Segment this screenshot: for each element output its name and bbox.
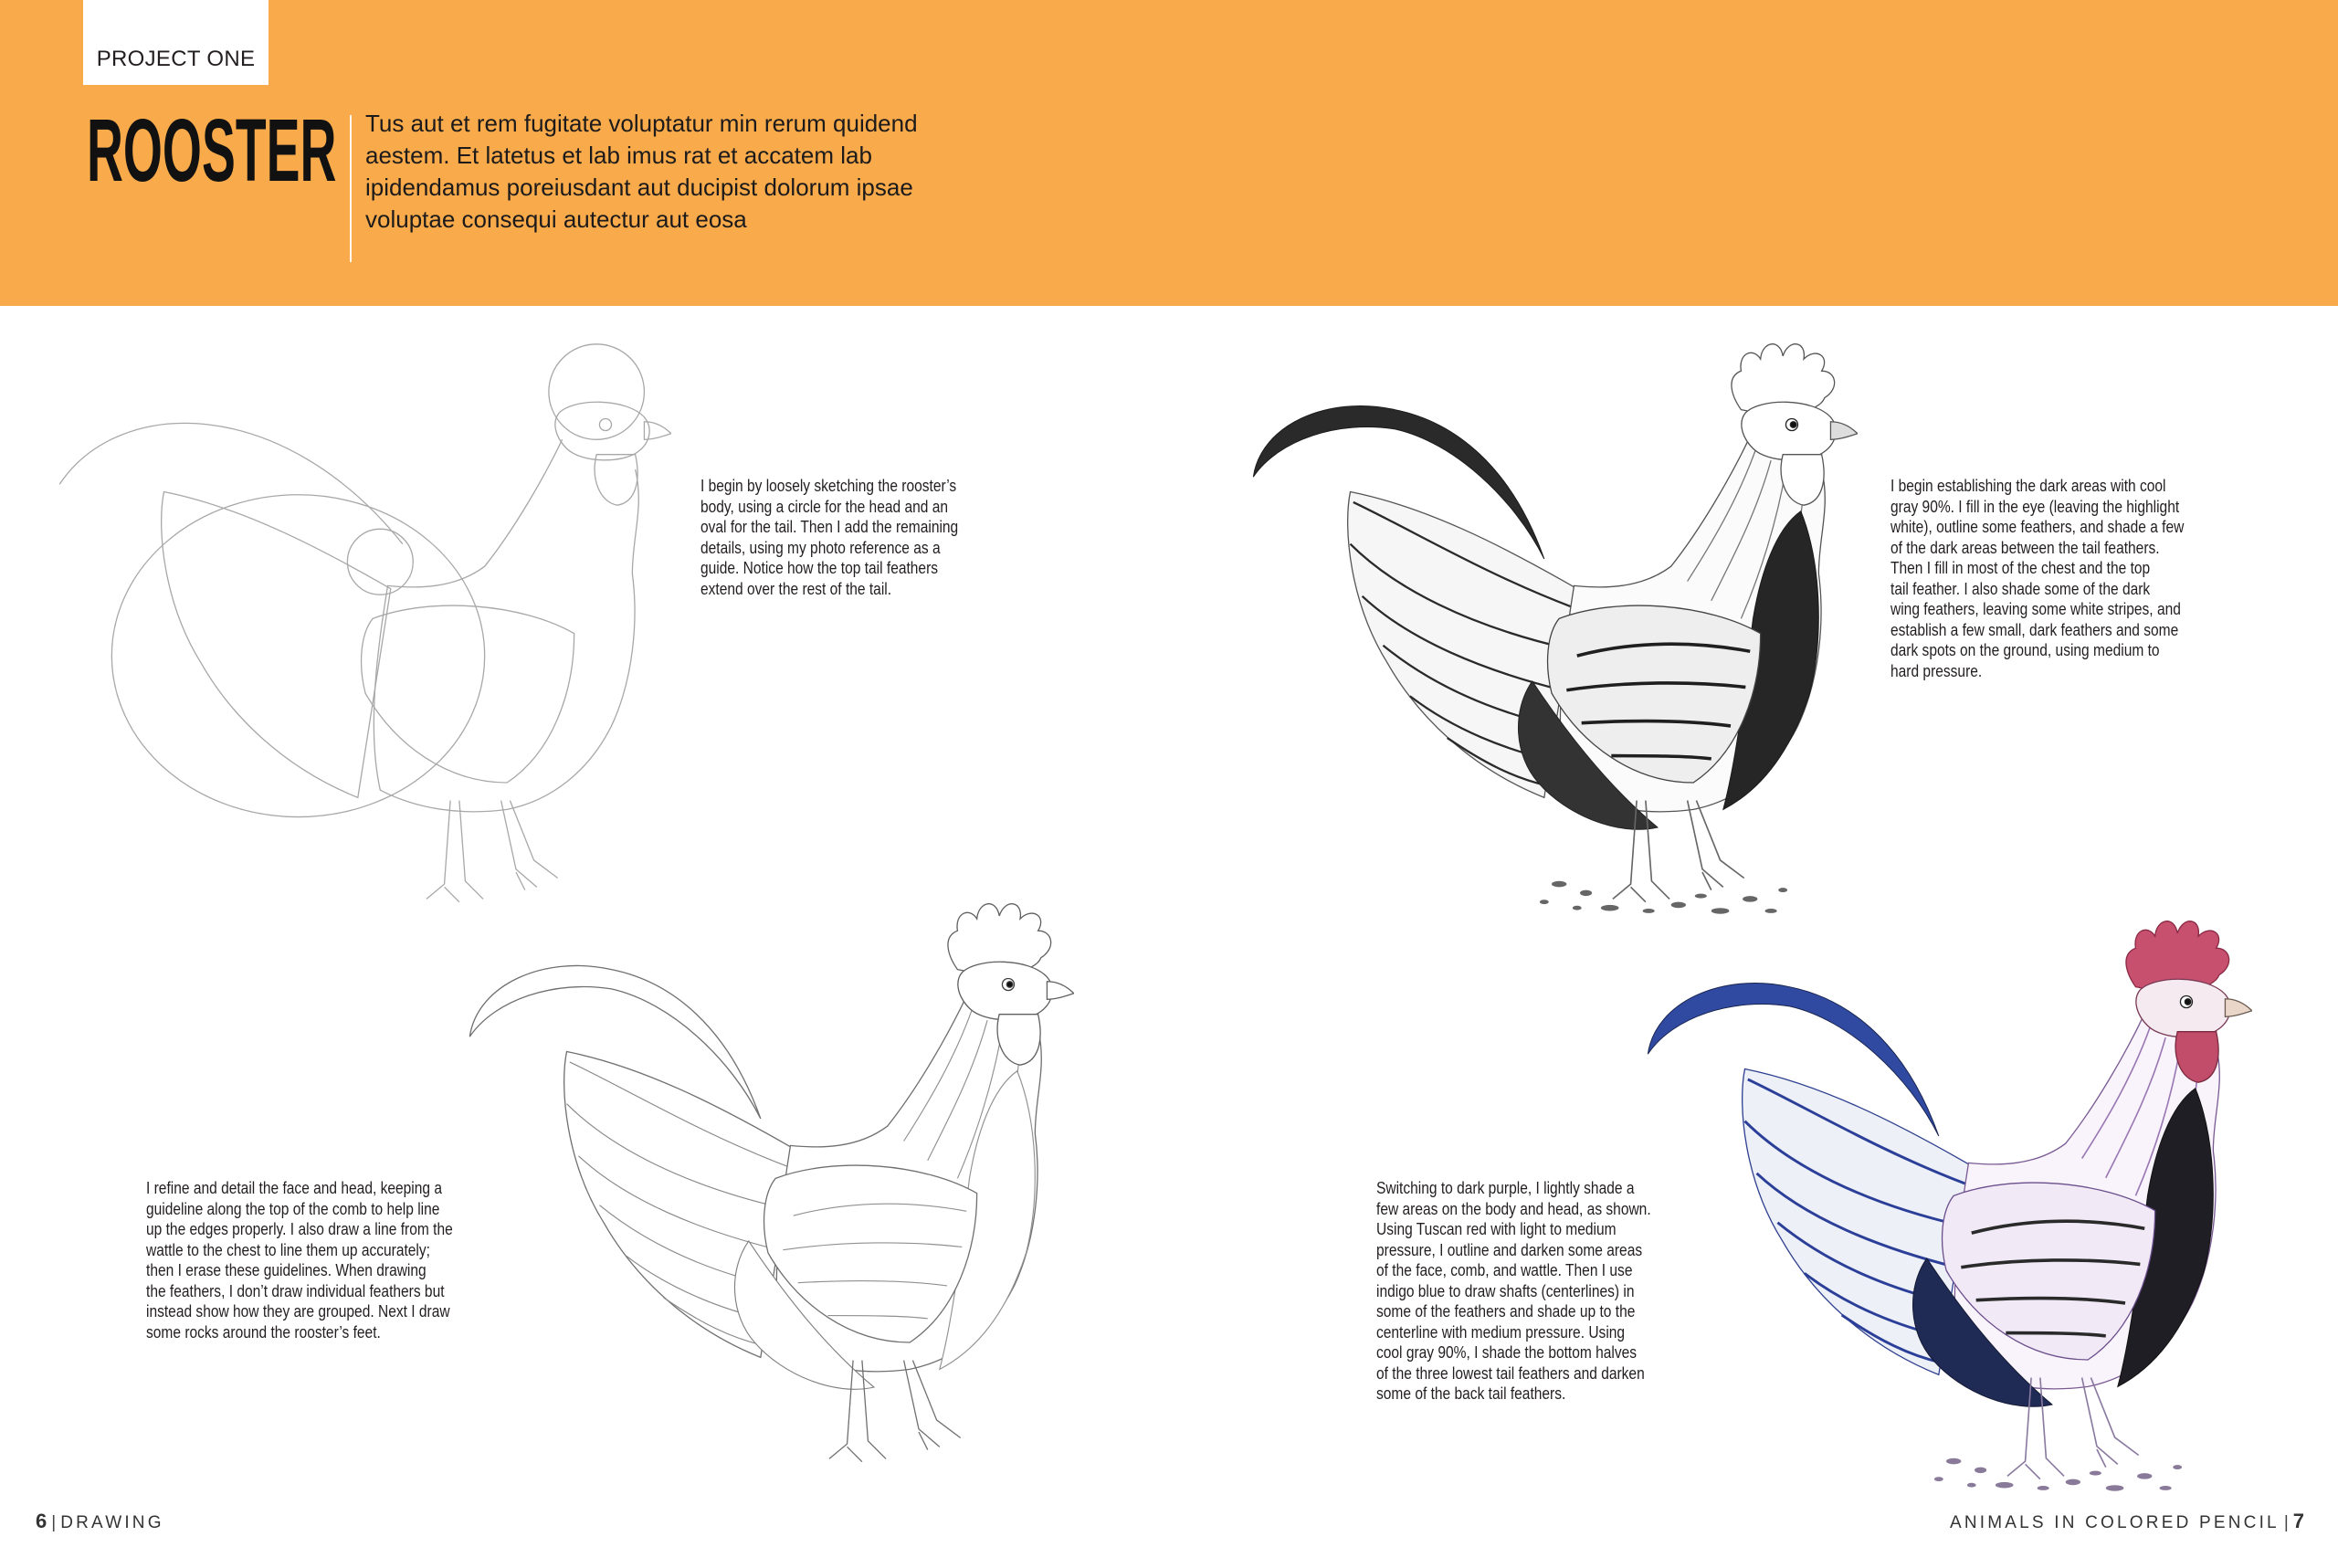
project-badge	[83, 0, 269, 85]
caption-line: tail feather. I also shade some of the dark	[1890, 578, 2151, 598]
caption-line: some of the feathers and shade up to the	[1376, 1301, 1636, 1321]
ground-rocks	[756, 1441, 1004, 1474]
step-2-caption	[1890, 476, 2184, 681]
intro-line: voluptae consequi autectur aut eosa	[365, 205, 747, 233]
caption-line: oval for the tail. Then I add the remaining	[700, 517, 959, 536]
caption-line: few areas on the body and head, as shown.	[1376, 1198, 1651, 1218]
footer-right	[1950, 1510, 2304, 1534]
eye	[1002, 978, 1014, 990]
rooster-illustration-step-2	[1246, 335, 1858, 917]
caption-line: guideline along the top of the comb to help line	[146, 1198, 440, 1218]
caption-line: of the dark areas between the tail feathers.	[1890, 537, 2160, 557]
caption-line: guide. Notice how the top tail feathers	[700, 558, 939, 577]
tail-arc-guide	[59, 423, 403, 543]
caption-line: I refine and detail the face and head, keeping a	[146, 1178, 443, 1197]
page-number-right: 7	[2292, 1510, 2304, 1532]
legs	[427, 801, 558, 902]
wattle	[595, 455, 637, 506]
caption-line: the feathers, I don’t draw individual feathers but	[146, 1280, 445, 1300]
caption-line: of the three lowest tail feathers and darken	[1376, 1363, 1645, 1383]
step-4-caption	[1376, 1178, 1651, 1405]
step-1-caption	[700, 476, 958, 599]
caption-line: up the edges properly. I also draw a line from the	[146, 1219, 453, 1238]
caption-line: centerline with medium pressure. Using	[1376, 1321, 1626, 1342]
caption-line: some rocks around the rooster’s feet.	[146, 1321, 381, 1342]
beak	[2225, 999, 2251, 1017]
caption-line: Switching to dark purple, I lightly shade a	[1376, 1178, 1635, 1197]
caption-line: I begin establishing the dark areas with cool	[1890, 476, 2166, 495]
body-circle-guide	[347, 529, 413, 595]
caption-line: body, using a circle for the head and an	[700, 496, 948, 516]
ground-spots	[1540, 881, 1787, 914]
project-badge-label: PROJECT ONE	[96, 47, 256, 71]
ground-spots	[1934, 1458, 2182, 1491]
caption-line: Using Tuscan red with light to medium	[1376, 1219, 1617, 1238]
caption-line: establish a few small, dark feathers and some	[1890, 619, 2179, 639]
caption-line: cool gray 90%, I shade the bottom halves	[1376, 1342, 1638, 1362]
caption-line: I begin by loosely sketching the rooster’s	[700, 476, 957, 495]
intro-line: ipidendamus poreiusdant aut ducipist dolorum ipsae	[365, 174, 913, 201]
footer-separator: |	[2283, 1513, 2289, 1532]
footer-left	[36, 1510, 164, 1534]
title-divider	[350, 115, 352, 262]
intro-line: Tus aut et rem fugitate voluptatur min rerum quidend	[365, 110, 918, 137]
caption-line: white), outline some feathers, and shade a few	[1890, 517, 2185, 536]
body-outline	[374, 439, 638, 811]
beak	[1047, 982, 1073, 1000]
head	[1742, 402, 1836, 460]
tail-oval-guide	[111, 495, 484, 817]
caption-line: Then I fill in most of the chest and the top	[1890, 558, 2151, 577]
caption-line: details, using my photo reference as a	[700, 537, 941, 557]
eye	[599, 418, 611, 430]
eye	[1785, 418, 1797, 430]
intro-line: aestem. Et latetus et lab imus rat et accatem lab	[365, 142, 872, 169]
caption-line: some of the back tail feathers.	[1376, 1384, 1566, 1403]
caption-line: extend over the rest of the tail.	[700, 578, 892, 598]
intro-paragraph	[365, 108, 918, 236]
book-title: ANIMALS IN COLORED PENCIL	[1949, 1513, 2280, 1532]
head-circle-guide	[549, 344, 645, 440]
caption-line: hard pressure.	[1890, 660, 1983, 680]
page-number-left: 6	[36, 1510, 47, 1532]
beak	[1830, 422, 1857, 440]
caption-line: of the face, comb, and wattle. Then I use	[1376, 1260, 1633, 1279]
caption-line: wing feathers, leaving some white stripes, and	[1890, 599, 2181, 618]
caption-line: then I erase these guidelines. When drawing	[146, 1260, 427, 1279]
footer-separator: |	[51, 1513, 57, 1532]
wing	[362, 605, 574, 783]
rooster-illustration-step-3	[462, 895, 1074, 1477]
head	[958, 962, 1052, 1020]
tail-fan	[162, 492, 391, 798]
head	[2136, 979, 2230, 1037]
caption-line: indigo blue to draw shafts (centerlines) in	[1376, 1280, 1635, 1300]
eye	[2180, 995, 2192, 1007]
caption-line: pressure, I outline and darken some areas	[1376, 1239, 1643, 1259]
section-name: DRAWING	[60, 1513, 164, 1532]
caption-line: dark spots on the ground, using medium to	[1890, 640, 2160, 659]
rooster-illustration-step-1	[59, 335, 671, 917]
caption-line: wattle to the chest to line them up accurately;	[146, 1239, 430, 1259]
caption-line: instead show how they are grouped. Next I draw	[146, 1301, 450, 1321]
page-title: ROOSTER	[87, 100, 337, 200]
rooster-illustration-step-4	[1640, 912, 2252, 1494]
step-3-caption	[146, 1178, 453, 1342]
caption-line: gray 90%. I fill in the eye (leaving the highlight	[1890, 496, 2180, 516]
